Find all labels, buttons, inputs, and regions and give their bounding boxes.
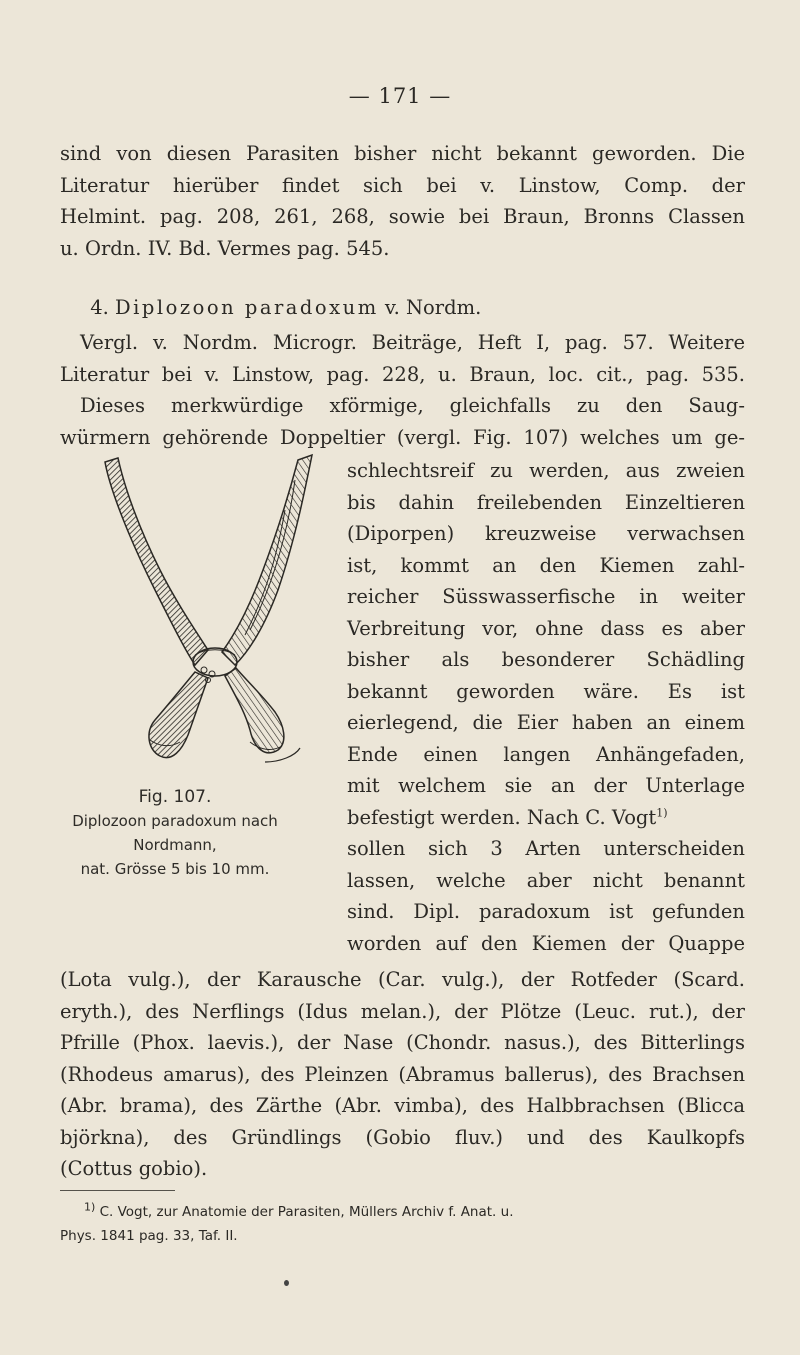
- paragraph-host-list: [60, 964, 745, 1185]
- print-speck: [284, 1280, 289, 1286]
- text-line: Literatur bei v. Linstow, pag. 228, u. Braun, loc. cit., pag. 535.: [60, 362, 745, 386]
- text-line: mit welchem sie an der Unterlage: [347, 774, 745, 797]
- text-line: sind. Dipl. paradoxum ist gefunden: [347, 900, 745, 923]
- caption-line: Diplozoon paradoxum nach: [72, 812, 278, 830]
- text-line: Ende einen langen Anhängefaden,: [347, 742, 745, 766]
- paragraph-description: [60, 327, 745, 453]
- text-line: sollen sich 3 Arten unterscheiden: [347, 837, 745, 860]
- text-line: Literatur hierüber findet sich bei v. Linstow, Comp. der: [60, 173, 745, 197]
- caption-line: Nordmann,: [133, 836, 217, 854]
- paragraph-intro: [60, 138, 745, 264]
- text-line: bis dahin freilebenden Einzeltieren: [347, 490, 745, 514]
- text-line: reicher Süsswasserfische in weiter: [347, 585, 745, 608]
- text-line: (Cottus gobio).: [60, 1157, 208, 1180]
- footnote-marker: 1): [84, 1200, 96, 1214]
- page-number: — 171 —: [348, 84, 452, 108]
- text-line-content: befestigt werden. Nach C. Vogt: [347, 805, 657, 829]
- footnote-line: Phys. 1841 pag. 33, Taf. II.: [60, 1228, 238, 1244]
- text-line: (Lota vulg.), der Karausche (Car. vulg.), der Rotfeder (Scard.: [60, 968, 745, 991]
- figure-number: Fig. 107.: [138, 787, 212, 807]
- species-name: Diplozoon paradoxum: [115, 296, 379, 319]
- footnote-line: [60, 1200, 745, 1224]
- diplozoon-figure: [100, 450, 320, 780]
- text-line: björkna), des Gründlings (Gobio fluv.) und des Kaulkopfs: [60, 1125, 745, 1149]
- caption-line: nat. Grösse 5 bis 10 mm.: [80, 860, 270, 878]
- paragraph-right-column: [347, 455, 745, 959]
- section-heading: [60, 296, 745, 319]
- text-line: Verbreitung vor, ohne dass es aber: [347, 616, 745, 640]
- footnote-divider: [60, 1190, 175, 1191]
- text-line: (Diporpen) kreuzweise verwachsen: [347, 522, 745, 545]
- text-line: Dieses merkwürdige xförmige, gleichfalls zu den Saug-: [80, 394, 745, 417]
- text-line: worden auf den Kiemen der Quappe: [347, 931, 745, 955]
- text-line: bekannt geworden wäre. Es ist: [347, 679, 745, 703]
- text-line: Pfrille (Phox. laevis.), der Nase (Chondr. nasus.), des Bitterlings: [60, 1031, 745, 1054]
- text-line: eryth.), des Nerflings (Idus melan.), der Plötze (Leuc. rut.), der: [60, 999, 745, 1023]
- text-line: u. Ordn. IV. Bd. Vermes pag. 545.: [60, 236, 390, 260]
- text-line: (Rhodeus amarus), des Pleinzen (Abramus ballerus), des Brachsen: [60, 1062, 745, 1086]
- footnote-text: C. Vogt, zur Anatomie der Parasiten, Müllers Archiv f. Anat. u.: [99, 1204, 514, 1220]
- footnote-marker: 1): [656, 806, 668, 819]
- text-line: bisher als besonderer Schädling: [347, 648, 745, 671]
- section-number: 4.: [90, 296, 109, 319]
- text-line: schlechtsreif zu werden, aus zweien: [347, 459, 745, 482]
- text-line: sind von diesen Parasiten bisher nicht bekannt geworden. Die: [60, 142, 745, 165]
- text-line: [347, 802, 745, 834]
- text-line: ist, kommt an den Kiemen zahl-: [347, 553, 745, 577]
- text-line: Vergl. v. Nordm. Microgr. Beiträge, Heft I, pag. 57. Weitere: [80, 331, 745, 354]
- species-author: v. Nordm.: [384, 296, 482, 319]
- text-line: lassen, welche aber nicht benannt: [347, 868, 745, 892]
- text-line: würmern gehörende Doppeltier (vergl. Fig. 107) welches um ge-: [60, 425, 745, 449]
- text-line: (Abr. brama), des Zärthe (Abr. vimba), des Halbbrachsen (Blicca: [60, 1094, 745, 1117]
- text-line: eierlegend, die Eier haben an einem: [347, 711, 745, 734]
- footnote: [60, 1200, 745, 1248]
- text-line: Helmint. pag. 208, 261, 268, sowie bei Braun, Bronns Classen: [60, 205, 745, 228]
- figure-caption: [60, 785, 290, 881]
